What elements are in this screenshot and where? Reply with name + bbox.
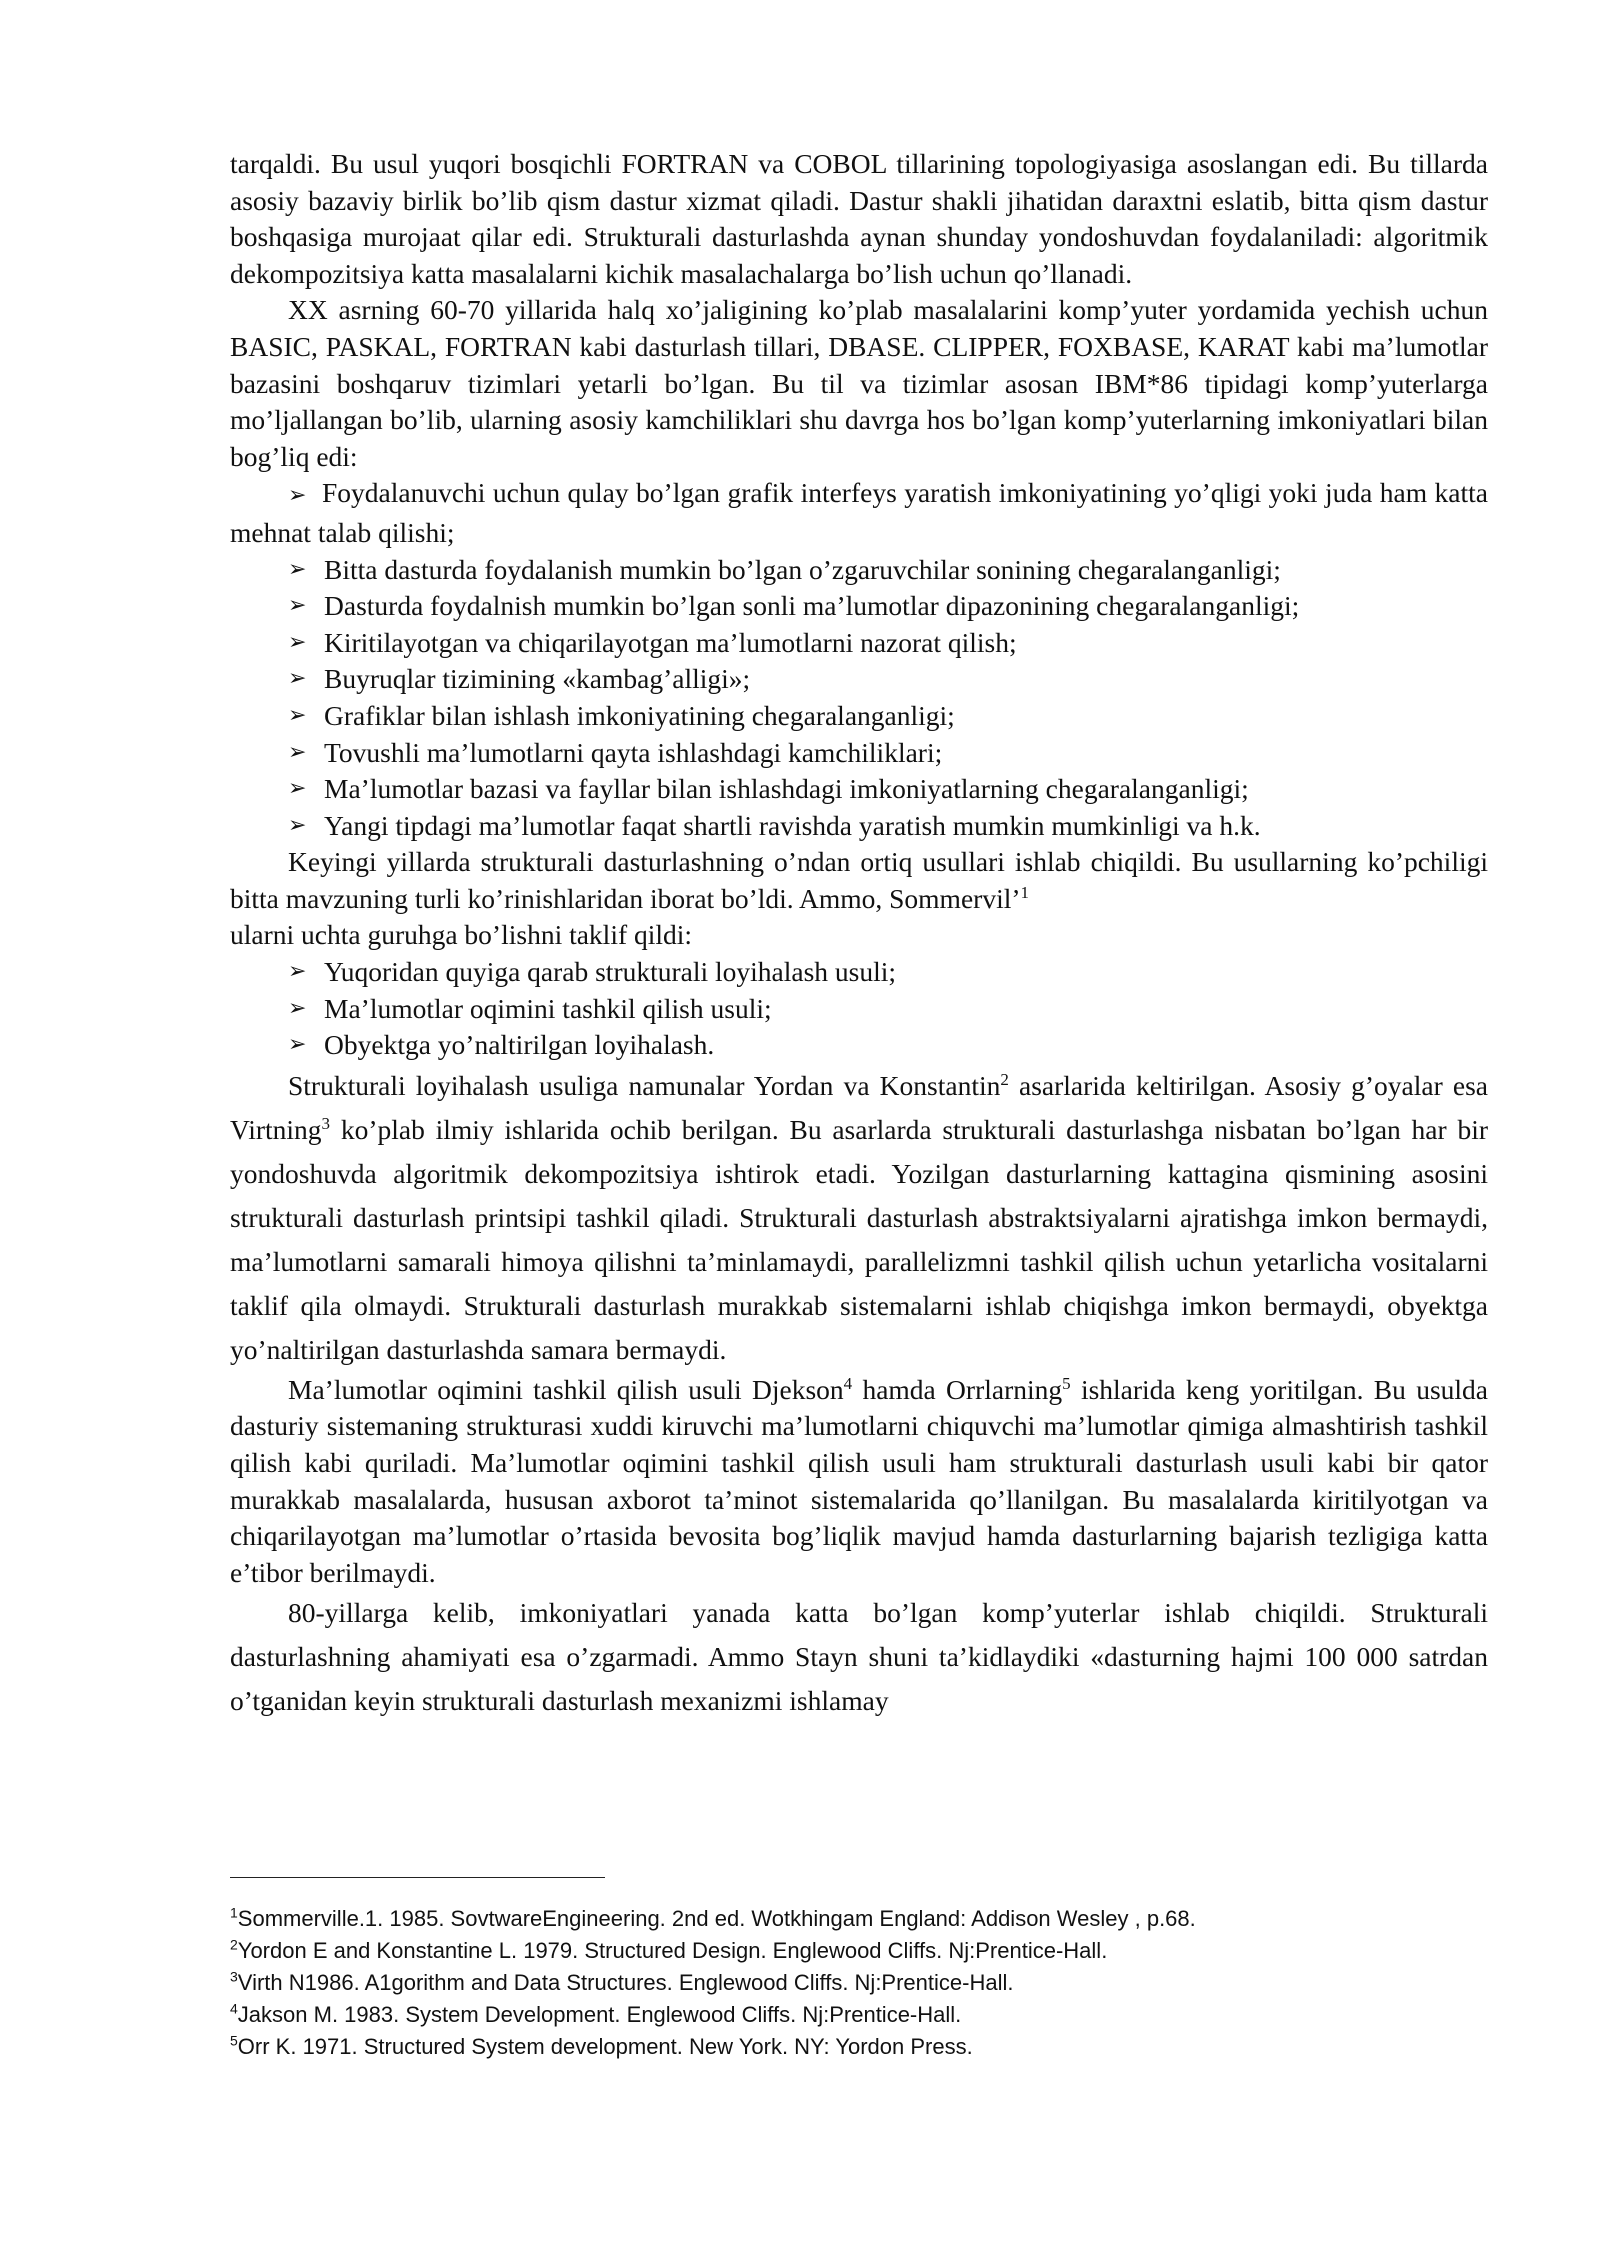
paragraph: Keyingi yillarda strukturali dasturlashning o’ndan ortiq usullari ishlab chiqildi. Bu usullarning ko’pchiligi bitta mavzuning turli ko’rinishlaridan iborat bo’ldi. Ammo, Sommervil’$^1$ ularni uchta guruhga bo’lishni taklif qildi: <box>230 846 1488 951</box>
list-item: ➢ Yangi tipdagi ma’lumotlar faqat shartli ravishda yaratish mumkin mumkinligi va h.k. <box>230 808 1488 845</box>
paragraph: Strukturali loyihalash usuliga namunalar Yordan va Konstantin$^2$ asarlarida keltirilgan. Asosiy g’oyalar esa Virtning$^3$ ko’plab ilmiy ishlarida ochib berilgan. Bu asarlarda strukturali dasturlashga nisbatan bo’lgan har bir yondoshuvda algoritmik dekompozitsiya ishtirok etadi. Yozilgan dasturlarning kattagina qismining asosini strukturali dasturlash printsipi tashkil qiladi. Strukturali dasturlash abstraktsiyalarni ajratishga imkon bermaydi, ma’lumotlarni samarali himoya qilishni ta’minlamaydi, parallelizmni tashkil qilish uchun yetarlicha vositalarni taklif qila olmaydi. Strukturali dasturlash murakkab sistemalarni ishlab chiqishga imkon bermaydi, obyektga yo’naltirilgan dasturlashda samara bermaydi. <box>230 1069 1488 1365</box>
arrow-bullet-icon: ➢ <box>288 959 307 985</box>
list-item: ➢ Grafiklar bilan ishlash imkoniyatining chegaralanganligi; <box>230 698 1488 735</box>
footnote-ref[interactable]: 3 <box>321 1113 331 1133</box>
footnote-ref[interactable]: 5 <box>1062 1373 1071 1393</box>
document-body <box>230 146 1488 1723</box>
arrow-bullet-icon: ➢ <box>288 995 307 1021</box>
paragraph: 80-yillarga kelib, imkoniyatlari yanada katta bo’lgan komp’yuterlar ishlab chiqildi. Strukturali dasturlashning ahamiyati esa o’zgarmadi. Ammo Stayn shuni ta’kidlaydiki «dasturning hajmi 100 000 satrdan o’tganidan keyin strukturali dasturlash mexanizmi ishlamay <box>230 1597 1488 1717</box>
arrow-bullet-icon: ➢ <box>288 483 307 509</box>
bullet-list <box>230 475 1488 844</box>
list-item: ➢ Yuqoridan quyiga qarab strukturali loyihalash usuli; <box>230 954 1488 991</box>
list-item: ➢ Obyektga yo’naltirilgan loyihalash. <box>230 1027 1488 1064</box>
paragraph: tarqaldi. Bu usul yuqori bosqichli FORTRAN va COBOL tillarining topologiyasiga asoslangan edi. Bu tillarda asosiy bazaviy birlik bo’lib qism dastur xizmat qiladi. Dastur shakli jihatidan daraxtni eslatib, bitta qism dastur boshqasiga murojaat qilar edi. Strukturali dasturlashda aynan shunday yondoshuvdan foydalaniladi: algoritmik dekompozitsiya katta masalalarni kichik masalachalarga bo’lish uchun qo’llanadi. <box>230 148 1488 289</box>
list-item: ➢ Ma’lumotlar oqimini tashkil qilish usuli; <box>230 991 1488 1028</box>
footnote: $^3$Virth N1986. A1gorithm and Data Structures. Englewood Cliffs. Nj:Prentice-Hall. <box>230 1968 1014 1995</box>
list-item: ➢ Ma’lumotlar bazasi va fayllar bilan ishlashdagi imkoniyatlarning chegaralanganligi; <box>230 771 1488 808</box>
arrow-bullet-icon: ➢ <box>288 629 307 655</box>
arrow-bullet-icon: ➢ <box>288 1032 307 1058</box>
list-item: ➢ Buyruqlar tizimining «kambag’alligi»; <box>230 661 1488 698</box>
arrow-bullet-icon: ➢ <box>288 666 307 692</box>
paragraph: XX asrning 60-70 yillarida halq xo’jaligining ko’plab masalalarini komp’yuter yordamida yechish uchun BASIC, PASKAL, FORTRAN kabi dasturlash tillari, DBASE. CLIPPER, FOXBASE, KARAT kabi ma’lumotlar bazasini boshqaruv tizimlari yetarli bo’lgan. Bu til va tizimlar asosan IBM*86 tipidagi komp’yuterlarga mo’ljallangan bo’lib, ularning asosiy kamchiliklari shu davrga hos bo’lgan komp’yuterlarning imkoniyatlari bilan bog’liq edi: <box>230 294 1488 472</box>
footnote: $^5$Orr K. 1971. Structured System development. New York. NY: Yordon Press. <box>230 2032 973 2059</box>
footnote-ref[interactable]: 1 <box>1020 882 1030 902</box>
list-item: ➢ Tovushli ma’lumotlarni qayta ishlashdagi kamchiliklari; <box>230 735 1488 772</box>
footnote: $^1$Sommerville.1. 1985. SovtwareEngineering. 2nd ed. Wotkhingam England: Addison Wesley , p.68. <box>230 1904 1196 1931</box>
footnotes <box>230 1903 1488 2063</box>
arrow-bullet-icon: ➢ <box>288 812 307 838</box>
bullet-list <box>230 954 1488 1064</box>
list-item: ➢ Foydalanuvchi uchun qulay bo’lgan grafik interfeys yaratish imkoniyatining yo’qligi yoki juda ham katta mehnat talab qilishi; <box>230 477 1488 548</box>
list-item: ➢ Bitta dasturda foydalanish mumkin bo’lgan o’zgaruvchilar sonining chegaralanganligi; <box>230 552 1488 589</box>
arrow-bullet-icon: ➢ <box>288 702 307 728</box>
footnote-separator <box>230 1877 605 1878</box>
arrow-bullet-icon: ➢ <box>288 556 307 582</box>
footnote: $^2$Yordon E and Konstantine L. 1979. Structured Design. Englewood Cliffs. Nj:Prentice-Hall. <box>230 1936 1108 1963</box>
list-item: ➢ Kiritilayotgan va chiqarilayotgan ma’lumotlarni nazorat qilish; <box>230 625 1488 662</box>
list-item: ➢ Dasturda foydalnish mumkin bo’lgan sonli ma’lumotlar dipazonining chegaralanganligi; <box>230 588 1488 625</box>
paragraph: Ma’lumotlar oqimini tashkil qilish usuli Djekson$^4$ hamda Orrlarning$^5$ ishlarida keng yoritilgan. Bu usulda dasturiy sistemaning strukturasi xuddi kiruvchi ma’lumotlarni chiquvchi ma’lumotlar qimiga almashtirish tashkil qilish kabi quriladi. Ma’lumotlar oqimini tashkil qilish usuli ham strukturali dasturlash usuli kabi bir qator murakkab masalalarda, hususan axborot ta’minot sistemalarida qo’llanilgan. Bu masalalarda kiritilyotgan va chiqarilayotgan ma’lumotlar o’rtasida bevosita bog’liqlik mavjud hamda dasturlarning bajarish tezligiga katta e’tibor berilmaydi. <box>230 1373 1488 1588</box>
footnote-ref[interactable]: 4 <box>843 1373 853 1393</box>
arrow-bullet-icon: ➢ <box>288 739 307 765</box>
footnote: $^4$Jakson M. 1983. System Development. Englewood Cliffs. Nj:Prentice-Hall. <box>230 2000 962 2027</box>
arrow-bullet-icon: ➢ <box>288 776 307 802</box>
footnote-ref[interactable]: 2 <box>1000 1069 1009 1089</box>
arrow-bullet-icon: ➢ <box>288 593 307 619</box>
